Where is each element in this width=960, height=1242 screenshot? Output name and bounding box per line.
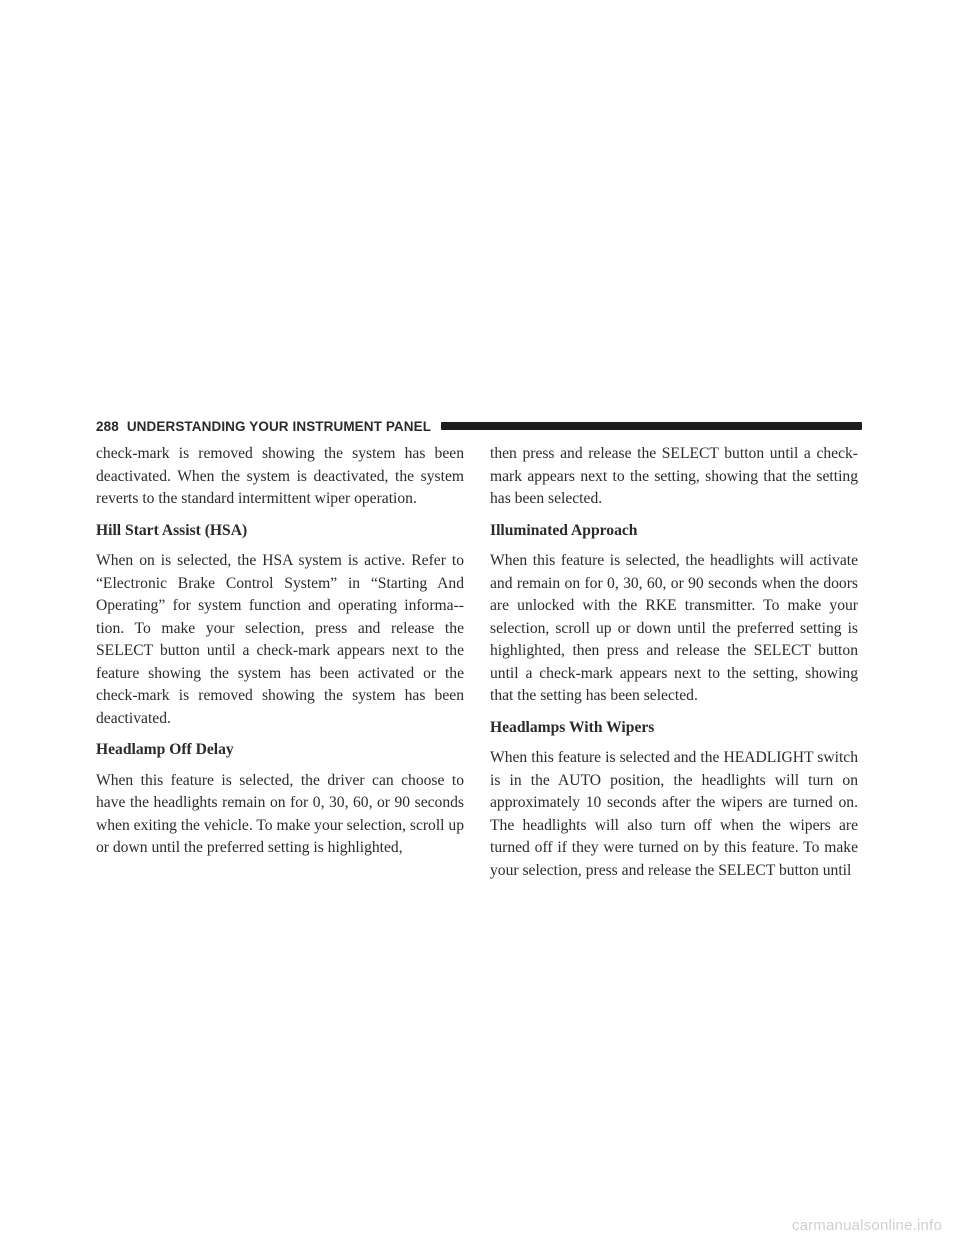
- paragraph-headlamp-off-delay: When this feature is selected, the driver can choose to have the headlights remain on for 0, 30, 60, or 90 seconds when exiting the vehicle. To make your selection, scroll up or down until the preferred setting is highlighted,: [96, 771, 465, 856]
- paragraph-illuminated-approach: When this feature is selected, the headlights will activate and remain on for 0, 30, 60, or 90 seconds when the doors are unlocked with the RKE transmitter. To make your selection, scroll up or down until the preferred setting is highlighted, then press and release the SELECT button until a check-mark appears next to the setting, showing that the setting has been selected.: [490, 552, 858, 704]
- page-number: 288: [96, 418, 119, 434]
- section-title: UNDERSTANDING YOUR INSTRUMENT PANEL: [126, 418, 432, 434]
- heading-headlamps-with-wipers: Headlamps With Wipers: [490, 718, 655, 736]
- left-column: [96, 443, 464, 869]
- watermark-link[interactable]: carmanualsonline.info: [791, 1217, 942, 1234]
- continued-paragraph: then press and release the SELECT button until a check-mark appears next to the setting, showing that the setting has been selected.: [490, 445, 858, 507]
- paragraph-headlamps-with-wipers: When this feature is selected and the HEADLIGHT switch is in the AUTO position, the headlights will turn on approximately 10 seconds after the wipers are turned on. The headlights will also turn off when the wipers are turned off if they were turned on by this feature. To make your selection, press and release the SELECT button until: [490, 749, 858, 879]
- heading-headlamp-off-delay: Headlamp Off Delay: [96, 741, 234, 758]
- page-header: [96, 416, 862, 436]
- right-column: [490, 443, 858, 891]
- heading-illuminated-approach: Illuminated Approach: [490, 521, 638, 539]
- heading-hill-start-assist: Hill Start Assist (HSA): [96, 521, 248, 539]
- header-rule: [441, 422, 862, 430]
- continued-paragraph: check-mark is removed showing the system has been deactivated. When the system is deactivated, the system reverts to the standard intermittent wiper operation.: [96, 445, 464, 507]
- paragraph-hill-start-assist: When on is selected, the HSA system is active. Refer to “Electronic Brake Control System” in “Starting And Operating” for system function and operating informa-tion. To make your selection, press and release the SELECT button until a check-mark appears next to the feature showing the system has been activated or the check-mark is removed showing the system has been deactivated.: [96, 552, 464, 727]
